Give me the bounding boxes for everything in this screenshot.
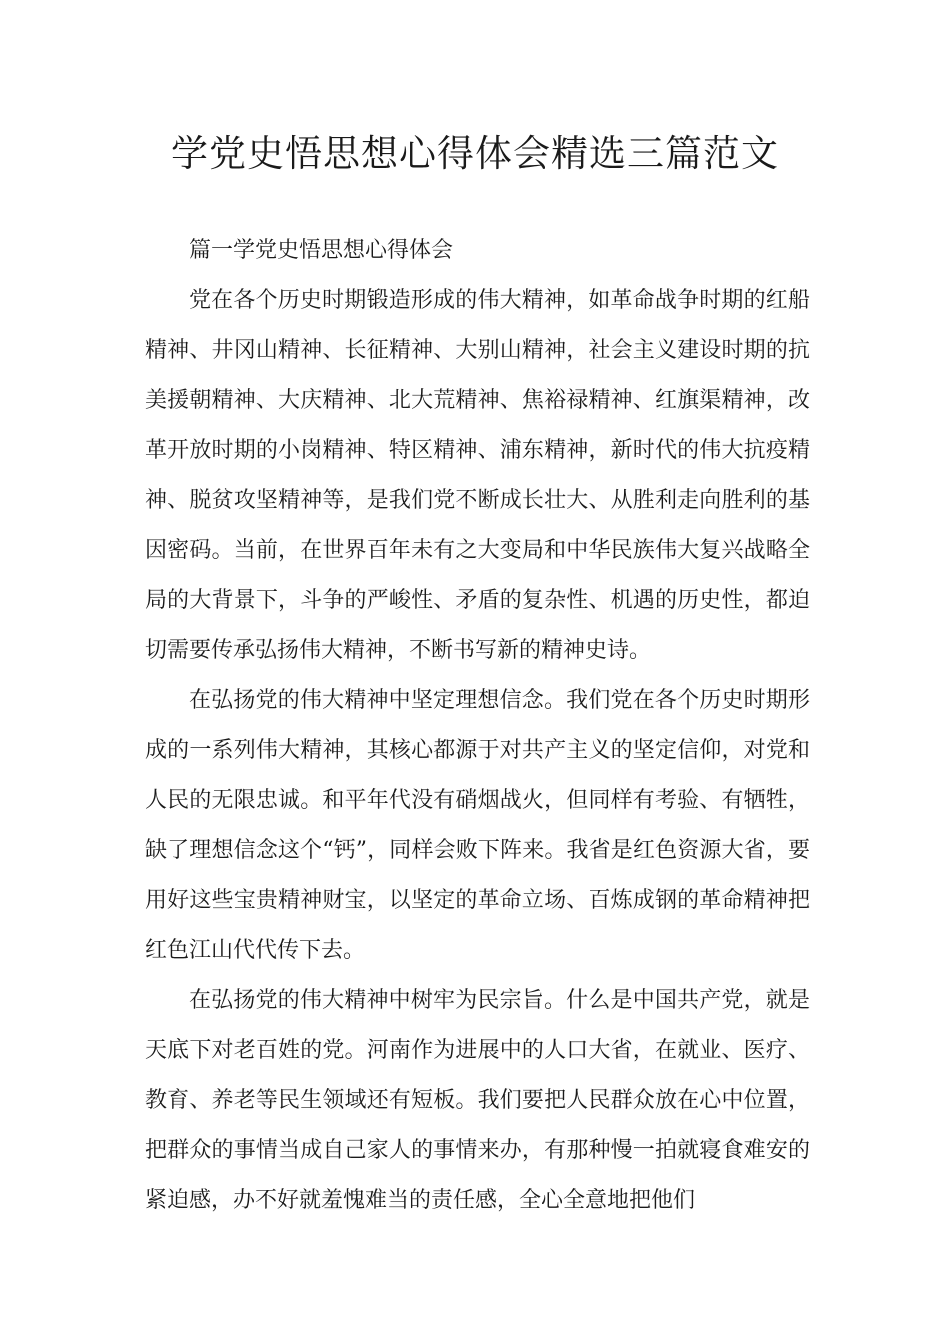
section-heading: 篇一学党史悟思想心得体会 <box>189 238 454 263</box>
document-title: 学党史悟思想心得体会精选三篇范文 <box>171 132 779 175</box>
paragraph-3: 在弘扬党的伟大精神中树牢为民宗旨。什么是中国共产党，就是天底下对老百姓的党。河南作为进展中的人口大省，在就业、医疗、教育、养老等民生领域还有短板。我们要把人民群众放在心中位置，把群众的事情当成自己家人的事情来办，有那种慢一拍就寝食难安的紧迫感，办不好就羞愧难当的责任感，全心全意地把他们 <box>145 988 810 1213</box>
paragraph-1: 党在各个历史时期锻造形成的伟大精神，如革命战争时期的红船精神、井冈山精神、长征精神、大别山精神，社会主义建设时期的抗美援朝精神、大庆精神、北大荒精神、焦裕禄精神、红旗渠精神，改革开放时期的小岗精神、特区精神、浦东精神，新时代的伟大抗疫精神、脱贫攻坚精神等，是我们党不断成长壮大、从胜利走向胜利的基因密码。当前，在世界百年未有之大变局和中华民族伟大复兴战略全局的大背景下，斗争的严峻性、矛盾的复杂性、机遇的历史性，都迫切需要传承弘扬伟大精神，不断书写新的精神史诗。 <box>145 288 810 663</box>
document-body <box>145 226 810 1226</box>
paragraph-2: 在弘扬党的伟大精神中坚定理想信念。我们党在各个历史时期形成的一系列伟大精神，其核心都源于对共产主义的坚定信仰，对党和人民的无限忠诚。和平年代没有硝烟战火，但同样有考验、有牺牲，缺了理想信念这个“钙”，同样会败下阵来。我省是红色资源大省，要用好这些宝贵精神财宝，以坚定的革命立场、百炼成钢的革命精神把红色江山代代传下去。 <box>145 688 810 963</box>
